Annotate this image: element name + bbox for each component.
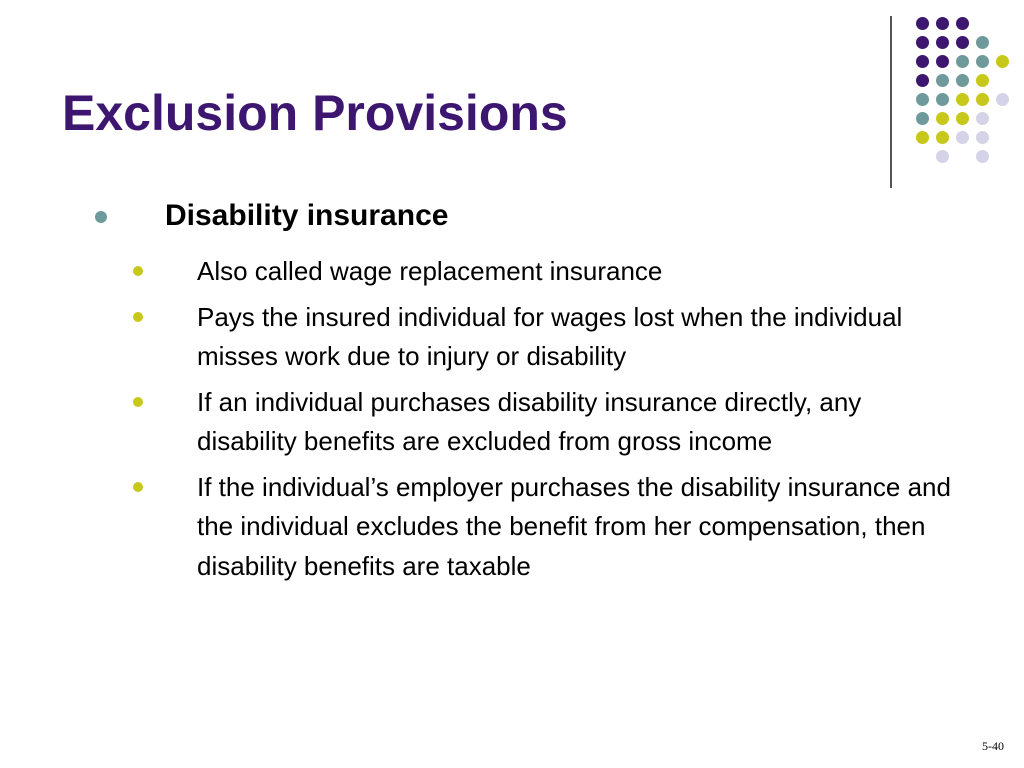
decorative-dot [916,36,929,49]
bullet-text: If an individual purchases disability insurance directly, any disability benefits are excluded from gross income [197,386,862,457]
list-item [133,298,953,377]
decorative-dot [996,93,1009,106]
bullet-icon [133,266,143,276]
decorative-dot [976,112,989,125]
decorative-dot [956,17,969,30]
decorative-dot [916,55,929,68]
decorative-dot [956,131,969,144]
decorative-dot [936,131,949,144]
list-item [133,468,953,587]
decorative-dot [916,131,929,144]
decorative-dot [936,112,949,125]
content-body [95,196,955,237]
bullet-text: Pays the insured individual for wages lost when the individual misses work due to injury or disability [197,301,903,372]
bullet-icon [133,482,143,492]
decorative-dot [976,131,989,144]
bullet-icon [95,211,107,223]
decorative-dot [976,55,989,68]
decorative-dot [976,150,989,163]
bullet-icon [133,312,143,322]
sub-bullet-list [133,252,953,592]
decorative-dot [916,17,929,30]
decorative-dot [916,93,929,106]
decorative-dot [916,74,929,87]
decorative-dot [956,55,969,68]
page-number: 5-40 [982,739,1004,753]
decorative-dot [996,55,1009,68]
decorative-dot [976,93,989,106]
decorative-dot [936,55,949,68]
decorative-dot [936,150,949,163]
decorative-dot [956,74,969,87]
decorative-dot [956,93,969,106]
decorative-dot [916,112,929,125]
bullet-text: If the individual’s employer purchases the disability insurance and the individual excludes the benefit from her compensation, then disability benefits are taxable [197,471,951,581]
title-divider [890,16,892,188]
decorative-dot [936,17,949,30]
decorative-dot [936,93,949,106]
list-item-level1 [95,196,955,237]
slide-title: Exclusion Provisions [62,85,568,141]
decorative-dot [956,112,969,125]
bullet-text: Also called wage replacement insurance [197,256,663,286]
list-item [133,383,953,462]
decorative-dot [976,74,989,87]
decorative-dot [956,36,969,49]
decorative-dot [936,74,949,87]
heading-bullet-text: Disability insurance [165,199,449,232]
decorative-dot [976,36,989,49]
list-item [133,252,953,292]
decorative-dot [936,36,949,49]
bullet-icon [133,397,143,407]
